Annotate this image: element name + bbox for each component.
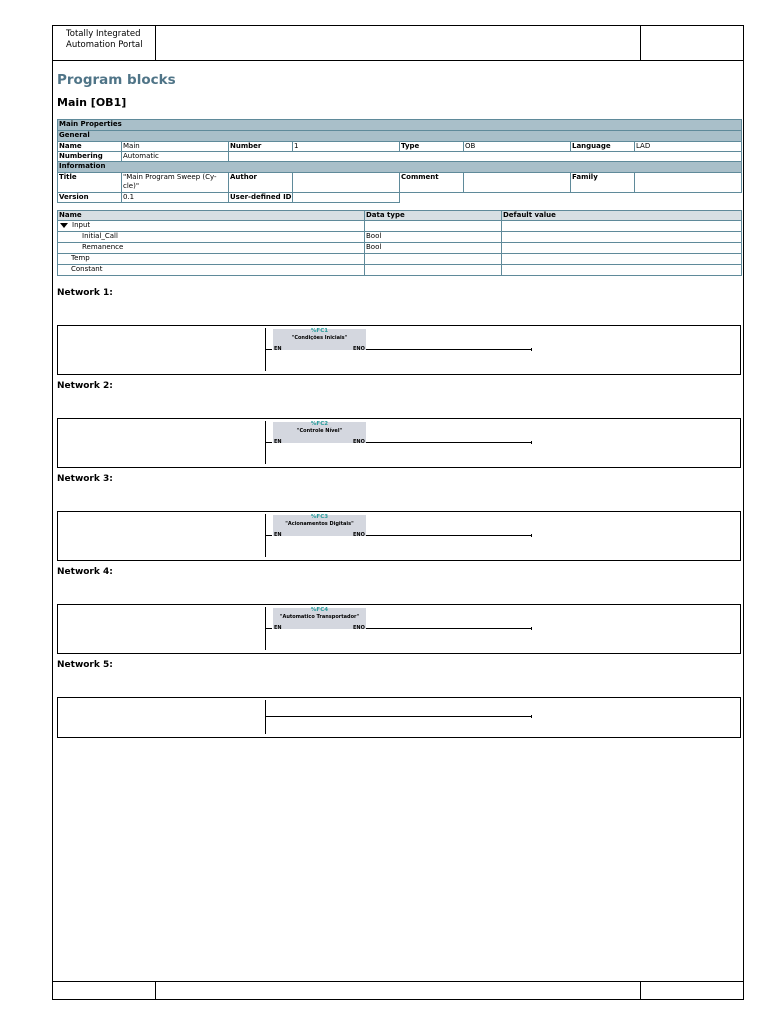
wire-end [531, 715, 532, 718]
network-5-title: Network 5: [57, 660, 113, 670]
row-name: Initial_Call [58, 232, 365, 243]
collapse-triangle-icon[interactable] [60, 223, 68, 228]
network-3 [57, 511, 741, 561]
header-line1: Totally Integrated [66, 29, 141, 39]
numbering-label: Numbering [58, 152, 122, 162]
comment-value [464, 173, 571, 193]
number-value: 1 [293, 142, 400, 152]
name-label: Name [58, 142, 122, 152]
fc-number: %FC2 [310, 421, 329, 427]
network-2-title: Network 2: [57, 381, 113, 391]
table-row [58, 221, 742, 232]
row-type [365, 221, 502, 232]
udid-label: User-defined ID [230, 193, 292, 201]
network-1-title: Network 1: [57, 288, 113, 298]
section-main-properties: Main Properties [58, 120, 742, 131]
fc-name: "Condições Iniciais" [291, 335, 348, 341]
eno-wire [366, 535, 532, 536]
fc-number: %FC1 [310, 328, 329, 334]
family-value [635, 173, 742, 193]
type-label: Type [400, 142, 464, 152]
title-label: Title [58, 173, 122, 193]
en-wire [266, 349, 272, 350]
table-row [58, 232, 742, 243]
row-type: Bool [365, 243, 502, 254]
page-header [53, 26, 743, 61]
eno-pin: ENO [353, 439, 365, 445]
fc-name: "Acionamentos Digitais" [285, 521, 354, 527]
en-wire [266, 628, 272, 629]
row-name: Temp [58, 254, 365, 265]
fc-name: "Automatico Transportador" [279, 614, 360, 620]
family-label: Family [571, 173, 635, 193]
network-5 [57, 697, 741, 738]
row-default [502, 221, 742, 232]
header-line2: Automation Portal [66, 40, 143, 50]
col-default-header: Default value [502, 211, 742, 221]
network-4 [57, 604, 741, 654]
wire-end [531, 441, 532, 444]
col-type-header: Data type [365, 211, 502, 221]
network-3-title: Network 3: [57, 474, 113, 484]
power-rail [265, 700, 266, 734]
fc-name: "Controle Nível" [296, 428, 343, 434]
eno-pin: ENO [353, 346, 365, 352]
row-default [502, 265, 742, 276]
en-pin: EN [274, 532, 282, 538]
en-wire [266, 535, 272, 536]
main-properties-table [57, 119, 742, 203]
title-value: "Main Program Sweep (Cy-cle)" [122, 173, 229, 193]
row-type [365, 265, 502, 276]
col-name-header: Name [58, 211, 365, 221]
wire-end [531, 627, 532, 630]
author-label: Author [229, 173, 293, 193]
author-value [293, 173, 400, 193]
header-logo-cell [53, 26, 156, 60]
comment-label: Comment [400, 173, 464, 193]
language-value: LAD [635, 142, 742, 152]
interface-table [57, 210, 742, 276]
table-row [58, 254, 742, 265]
row-name: Input [72, 221, 91, 229]
row-default [502, 232, 742, 243]
row-type: Bool [365, 232, 502, 243]
language-label: Language [571, 142, 635, 152]
eno-wire [366, 442, 532, 443]
eno-pin: ENO [353, 532, 365, 538]
eno-wire [366, 349, 532, 350]
row-default [502, 243, 742, 254]
footer-divider-right [640, 982, 641, 999]
en-pin: EN [274, 625, 282, 631]
table-row [58, 243, 742, 254]
section-information: Information [58, 162, 742, 173]
footer-divider-left [155, 982, 156, 999]
name-value: Main [122, 142, 229, 152]
en-pin: EN [274, 346, 282, 352]
version-label: Version [58, 193, 122, 203]
type-value: OB [464, 142, 571, 152]
section-title: Program blocks [57, 72, 176, 88]
wire-end [531, 534, 532, 537]
row-default [502, 254, 742, 265]
en-pin: EN [274, 439, 282, 445]
numbering-value: Automatic [122, 152, 229, 162]
network-1 [57, 325, 741, 375]
eno-pin: ENO [353, 625, 365, 631]
numbering-filler [229, 152, 742, 162]
eno-wire [366, 628, 532, 629]
header-divider [640, 26, 641, 60]
network-2 [57, 418, 741, 468]
table-row [58, 265, 742, 276]
section-general: General [58, 131, 742, 142]
row-name: Constant [58, 265, 365, 276]
number-label: Number [229, 142, 293, 152]
version-value: 0.1 [122, 193, 229, 203]
empty-rung [266, 716, 532, 717]
udid-value [293, 193, 400, 203]
wire-end [531, 348, 532, 351]
row-name: Remanence [58, 243, 365, 254]
empty-space [400, 193, 742, 203]
row-type [365, 254, 502, 265]
fc-number: %FC3 [310, 514, 329, 520]
page-footer [53, 981, 743, 999]
fc-number: %FC4 [310, 607, 329, 613]
block-title: Main [OB1] [57, 96, 127, 109]
network-4-title: Network 4: [57, 567, 113, 577]
en-wire [266, 442, 272, 443]
